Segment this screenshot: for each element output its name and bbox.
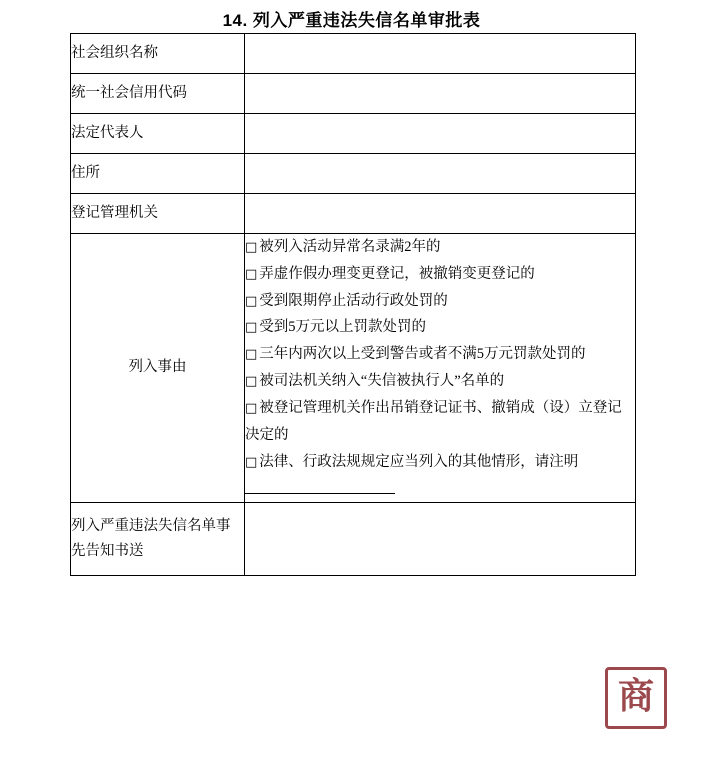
approval-form-table: [70, 33, 636, 576]
checkbox-option-5[interactable]: [245, 341, 635, 368]
seal-watermark: 商: [605, 667, 667, 729]
checkbox-option-label: 三年内两次以上受到警告或者不满5万元罚款处罚的: [259, 346, 586, 363]
checkbox-option-2[interactable]: [245, 261, 635, 288]
table-row: [71, 34, 636, 74]
checkbox-icon[interactable]: □: [245, 266, 258, 282]
checkbox-option-label: 受到限期停止活动行政处罚的: [259, 292, 448, 309]
checkbox-option-8[interactable]: [245, 449, 635, 503]
checkbox-icon[interactable]: □: [245, 454, 258, 470]
checkbox-icon[interactable]: □: [245, 374, 258, 390]
checkbox-icon[interactable]: □: [245, 293, 258, 309]
checkbox-option-label: 被登记管理机关作出吊销登记证书、撤销成（设）立登记决定的: [245, 399, 622, 443]
checkbox-option-label: 被司法机关纳入“失信被执行人”名单的: [259, 373, 505, 390]
checkbox-option-6[interactable]: [245, 368, 635, 395]
checkbox-icon[interactable]: □: [245, 320, 258, 336]
table-row-notice: [71, 503, 636, 576]
field-value-notice-delivery[interactable]: [245, 503, 636, 576]
checkbox-option-1[interactable]: [245, 234, 635, 261]
field-value-reason-options: [245, 234, 636, 503]
table-row-reason: [71, 234, 636, 503]
field-label-legal-representative: 法定代表人: [71, 114, 245, 154]
checkbox-option-3[interactable]: [245, 288, 635, 315]
table-row: [71, 74, 636, 114]
field-value-legal-representative[interactable]: [245, 114, 636, 154]
field-label-address: 住所: [71, 154, 245, 194]
field-value-credit-code[interactable]: [245, 74, 636, 114]
field-value-address[interactable]: [245, 154, 636, 194]
field-label-reason: 列入事由: [71, 234, 245, 503]
page-title: 14. 列入严重违法失信名单审批表: [222, 11, 481, 30]
table-row: [71, 194, 636, 234]
checkbox-icon[interactable]: □: [245, 347, 258, 363]
table-row: [71, 114, 636, 154]
field-value-org-name[interactable]: [245, 34, 636, 74]
field-label-notice-delivery: 列入严重违法失信名单事先告知书送: [71, 503, 245, 576]
checkbox-option-4[interactable]: [245, 314, 635, 341]
field-label-org-name: 社会组织名称: [71, 34, 245, 74]
table-row: [71, 154, 636, 194]
field-value-registration-authority[interactable]: [245, 194, 636, 234]
checkbox-option-label: 被列入活动异常名录满2年的: [259, 239, 441, 255]
checkbox-icon[interactable]: □: [245, 400, 258, 416]
checkbox-option-label: 弄虚作假办理变更登记，被撤销变更登记的: [259, 265, 535, 282]
checkbox-option-label: 受到5万元以上罚款处罚的: [259, 319, 427, 336]
checkbox-option-7[interactable]: [245, 395, 635, 449]
checkbox-icon[interactable]: □: [245, 240, 258, 255]
field-label-credit-code: 统一社会信用代码: [71, 74, 245, 114]
checkbox-option-label: 法律、行政法规规定应当列入的其他情形，请注明: [259, 453, 579, 470]
other-reason-input[interactable]: [245, 478, 395, 494]
field-label-registration-authority: 登记管理机关: [71, 194, 245, 234]
